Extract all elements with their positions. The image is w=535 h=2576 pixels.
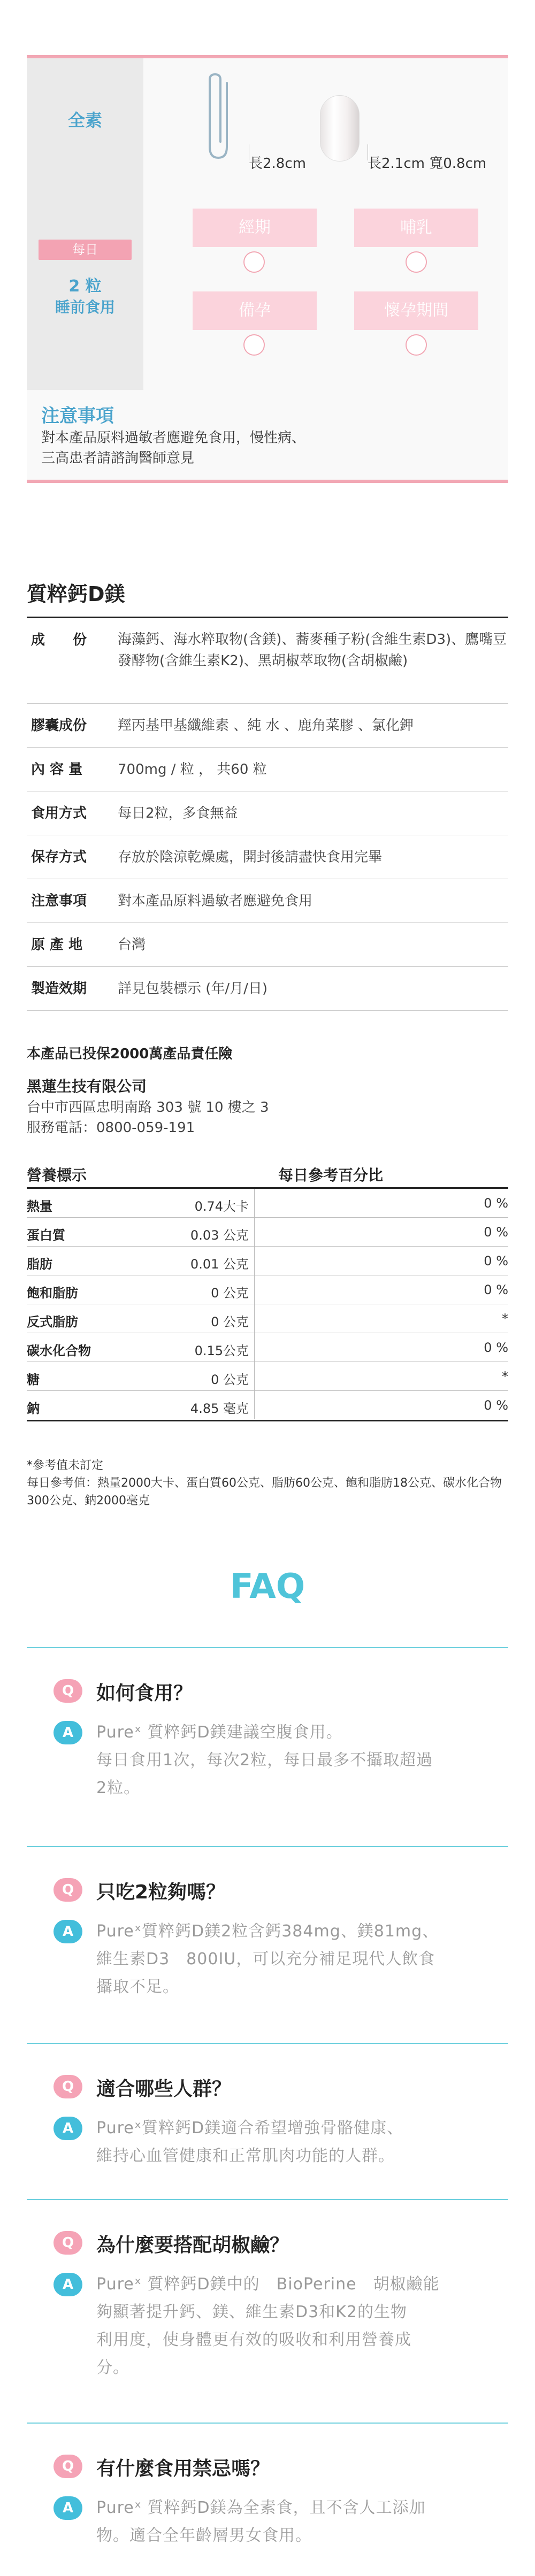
company-name: 黑蓮生技有限公司 xyxy=(27,1078,147,1095)
answer-line: 攝取不足。 xyxy=(96,1978,179,1996)
diet-type-label: 全素 xyxy=(67,110,102,130)
spec-value: 對本產品原料過敏者應避免食用 xyxy=(118,893,313,909)
question-badge: Q xyxy=(54,2231,82,2255)
dose-label: 2 粒 xyxy=(68,277,102,296)
nutrient-name: 蛋白質 xyxy=(27,1228,65,1243)
capsule-size-label: 長2.1cm 寬0.8cm xyxy=(368,156,487,172)
nutrition-row xyxy=(27,1304,508,1333)
usage-card xyxy=(27,0,508,483)
spec-row xyxy=(27,923,508,967)
question-badge: Q xyxy=(54,2075,82,2098)
nutrition-row xyxy=(27,1247,508,1275)
spec-row xyxy=(27,879,508,923)
condition-circle-icon xyxy=(243,251,265,273)
product-title: 質粹鈣D鎂 xyxy=(27,582,125,606)
spec-label: 食用方式 xyxy=(31,805,87,821)
spec-row xyxy=(27,704,508,748)
question-badge: Q xyxy=(54,1679,82,1703)
nutrient-name: 脂肪 xyxy=(27,1257,52,1272)
nutrient-percent: 0 % xyxy=(484,1340,508,1355)
faq-question: 如何食用？ xyxy=(96,1682,193,1704)
paperclip-icon xyxy=(203,72,235,163)
spec-value: 存放於陰涼乾燥處，開封後請盡快食用完畢 xyxy=(118,849,383,865)
spec-value: 海藻鈣、海水粹取物(含鎂)、蕎麥種子粉(含維生素D3)、鷹嘴豆發酵物(含維生素K2)、黑胡椒萃取物(含胡椒鹼) xyxy=(118,632,507,669)
question-badge: Q xyxy=(54,1878,82,1902)
answer-badge: A xyxy=(54,2496,82,2520)
daily-value-title: 每日參考百分比 xyxy=(278,1166,384,1184)
footnote-line: *參考值未訂定 xyxy=(27,1459,104,1472)
notice-title: 注意事項 xyxy=(41,405,114,427)
nutrition-title: 營養標示 xyxy=(27,1166,87,1184)
answer-badge: A xyxy=(54,2117,82,2140)
spec-row xyxy=(27,791,508,835)
faq-item xyxy=(27,2423,508,2572)
nutrient-name: 鈉 xyxy=(27,1401,40,1416)
nutrient-percent: * xyxy=(502,1311,508,1326)
condition-pregnancy: 懷孕期間 xyxy=(354,291,478,330)
answer-line: 每日食用1次，每次2粒，每日最多不攝取超過 xyxy=(96,1751,433,1770)
answer-line: 維持心血管健康和正常肌肉功能的人群。 xyxy=(96,2147,395,2165)
spec-label: 原 產 地 xyxy=(31,937,83,953)
nutrition-row xyxy=(27,1391,508,1420)
bottom-divider xyxy=(27,480,508,483)
faq-question: 為什麼要搭配胡椒鹼？ xyxy=(96,2234,289,2256)
notice-line: 對本產品原料過敏者應避免食用，慢性病、 xyxy=(41,430,306,446)
nutrient-amount: 4.85 毫克 xyxy=(190,1401,249,1416)
spec-label: 注意事項 xyxy=(31,893,87,909)
nutrient-name: 飽和脂肪 xyxy=(27,1286,78,1301)
faq-item xyxy=(27,1846,508,2049)
answer-badge: A xyxy=(54,1721,82,1744)
clip-size-label: 長2.8cm xyxy=(249,156,306,172)
answer-line: Pureˣ 質粹鈣D鎂建議空腹食用。 xyxy=(96,1723,343,1742)
nutrition-row xyxy=(27,1275,508,1304)
nutrient-percent: * xyxy=(502,1369,508,1384)
faq-divider xyxy=(27,2043,508,2044)
answer-badge: A xyxy=(54,2273,82,2296)
question-badge: Q xyxy=(54,2455,82,2478)
company-phone: 服務電話：0800-059-191 xyxy=(27,1120,195,1136)
answer-line: Pureˣ質粹鈣D鎂2粒含鈣384mg、鎂81mg、 xyxy=(96,1922,439,1941)
nutrient-amount: 0.03 公克 xyxy=(190,1228,249,1243)
nutrition-footnote xyxy=(27,1457,508,1510)
nutrient-amount: 0 公克 xyxy=(211,1372,249,1387)
faq-title: FAQ xyxy=(230,1567,305,1606)
faq-item xyxy=(27,2043,508,2203)
spec-label: 膠囊成份 xyxy=(31,718,87,734)
answer-line: 夠顯著提升鈣、鎂、維生素D3和K2的生物 xyxy=(96,2303,407,2321)
column-divider xyxy=(254,1391,255,1419)
nutrient-name: 糖 xyxy=(27,1372,40,1387)
spec-row xyxy=(27,967,508,1011)
answer-line: Pureˣ質粹鈣D鎂適合希望增強骨骼健康、 xyxy=(96,2119,404,2137)
nutrition-header xyxy=(27,1160,508,1187)
answer-line: 物。適合全年齡層男女食用。 xyxy=(96,2526,312,2545)
nutrition-table xyxy=(27,1160,508,1421)
nutrition-row xyxy=(27,1189,508,1218)
spec-value: 台灣 xyxy=(118,937,146,953)
spec-value: 每日2粒，多食無益 xyxy=(118,805,238,821)
spec-label: 製造效期 xyxy=(31,981,87,997)
spec-row xyxy=(27,748,508,791)
faq-item xyxy=(27,2199,508,2429)
spec-row xyxy=(27,835,508,879)
column-divider xyxy=(254,1304,255,1333)
timing-label: 睡前食用 xyxy=(55,298,115,316)
spec-value: 詳見包裝標示 (年/月/日) xyxy=(118,981,268,997)
answer-badge: A xyxy=(54,1920,82,1943)
faq-divider xyxy=(27,1647,508,1648)
condition-circle-icon xyxy=(243,334,265,356)
nutrient-percent: 0 % xyxy=(484,1254,508,1268)
answer-line: Pureˣ 質粹鈣D鎂中的 BioPerine 胡椒鹼能 xyxy=(96,2275,440,2294)
nutrition-rule xyxy=(27,1420,508,1421)
faq-answer xyxy=(96,2494,492,2550)
nutrient-percent: 0 % xyxy=(484,1196,508,1211)
spec-value: 羥丙基甲基纖維素 、純 水 、鹿角菜膠 、氯化鉀 xyxy=(118,718,414,734)
spec-label: 成 份 xyxy=(31,632,87,648)
faq-divider xyxy=(27,1846,508,1847)
footnote-line: 每日參考值：熱量2000大卡、蛋白質60公克、脂肪60公克、飽和脂肪18公克、碳水化合物300公克、鈉2000毫克 xyxy=(27,1477,502,1508)
product-spec xyxy=(27,579,508,1011)
condition-circle-icon xyxy=(406,251,427,273)
column-divider xyxy=(254,1362,255,1390)
condition-breastfeeding: 哺乳 xyxy=(354,209,478,247)
nutrient-percent: 0 % xyxy=(484,1282,508,1297)
nutrient-percent: 0 % xyxy=(484,1398,508,1413)
answer-line: 維生素D3 800IU，可以充分補足現代人飲食 xyxy=(96,1950,435,1968)
column-divider xyxy=(254,1275,255,1304)
notice-line: 三高患者請諮詢醫師意見 xyxy=(41,450,195,466)
nutrient-amount: 0.15公克 xyxy=(194,1343,249,1358)
nutrition-row xyxy=(27,1218,508,1247)
spec-label: 內 容 量 xyxy=(31,762,83,778)
condition-preparing-pregnancy: 備孕 xyxy=(193,291,317,330)
faq-answer xyxy=(96,1918,492,2001)
spec-value: 700mg / 粒 ， 共60 粒 xyxy=(118,762,267,778)
column-divider xyxy=(254,1247,255,1275)
nutrient-percent: 0 % xyxy=(484,1225,508,1240)
capsule-image xyxy=(320,95,360,162)
nutrient-amount: 0.01 公克 xyxy=(190,1257,249,1272)
daily-badge: 每日 xyxy=(39,240,132,260)
faq-question: 有什麼食用禁忌嗎？ xyxy=(96,2458,270,2480)
faq-question: 只吃2粒夠嗎？ xyxy=(96,1881,226,1903)
nutrient-name: 熱量 xyxy=(27,1199,52,1214)
faq-divider xyxy=(27,2423,508,2424)
column-divider xyxy=(254,1189,255,1217)
nutrient-amount: 0.74大卡 xyxy=(194,1199,249,1214)
condition-menstruation: 經期 xyxy=(193,209,317,247)
answer-line: 2粒。 xyxy=(96,1779,141,1797)
condition-circle-icon xyxy=(406,334,427,356)
faq-divider xyxy=(27,2199,508,2200)
faq-item xyxy=(27,1647,508,1850)
notice-text xyxy=(41,428,496,468)
column-divider xyxy=(254,1333,255,1362)
column-divider xyxy=(254,1218,255,1246)
nutrition-row xyxy=(27,1362,508,1391)
faq-answer xyxy=(96,2271,492,2382)
faq-answer xyxy=(96,1719,492,1802)
faq-answer xyxy=(96,2114,492,2170)
nutrient-amount: 0 公克 xyxy=(211,1314,249,1329)
nutrition-row xyxy=(27,1333,508,1362)
liability-statement: 本產品已投保2000萬產品責任險 xyxy=(27,1046,233,1062)
nutrient-name: 碳水化合物 xyxy=(27,1343,91,1358)
company-address: 台中市西區忠明南路 303 號 10 樓之 3 xyxy=(27,1099,269,1116)
nutrient-name: 反式脂肪 xyxy=(27,1314,78,1329)
answer-line: 利用度，使身體更有效的吸收和利用營養成 xyxy=(96,2331,411,2349)
spec-label: 保存方式 xyxy=(31,849,87,865)
answer-line: 分。 xyxy=(96,2358,129,2377)
nutrient-amount: 0 公克 xyxy=(211,1286,249,1301)
answer-line: Pureˣ 質粹鈣D鎂為全素食，且不含人工添加 xyxy=(96,2498,426,2517)
faq-question: 適合哪些人群？ xyxy=(96,2078,232,2100)
spec-row xyxy=(27,618,508,704)
